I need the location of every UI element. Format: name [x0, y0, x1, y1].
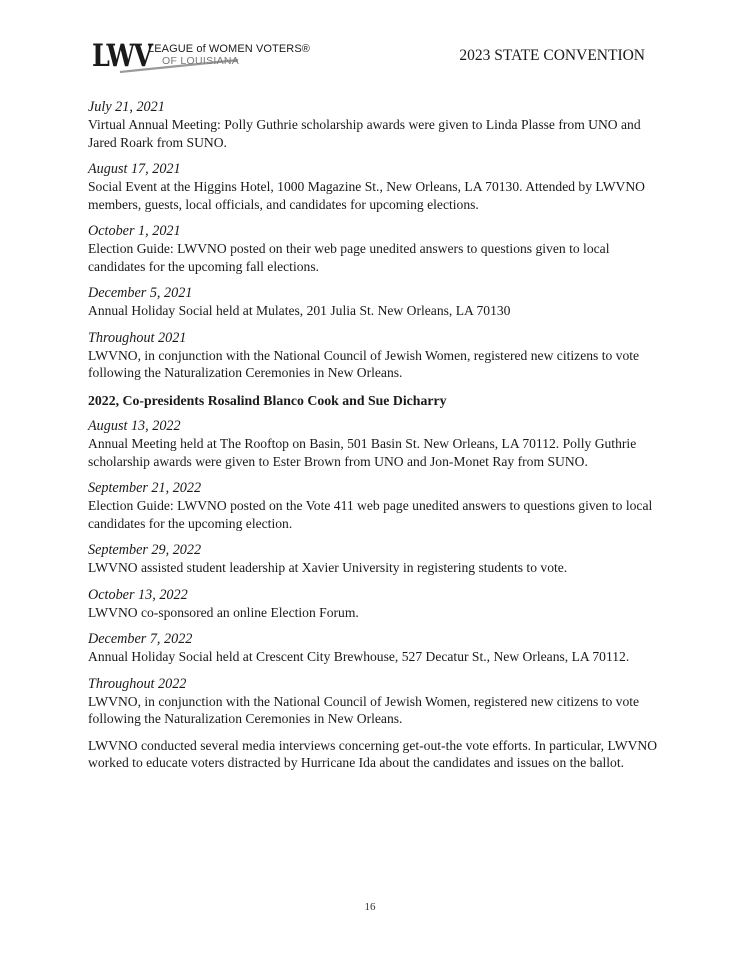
entry-2021-jul-21: [88, 98, 660, 151]
logo-line-1: LEAGUE of WOMEN VOTERS®: [148, 43, 310, 55]
document-body: [88, 98, 660, 772]
entry-date: December 5, 2021: [88, 285, 193, 301]
entry-text: Election Guide: LWVNO posted on the Vote 411 web page unedited answers to questions given to local candidates for the upcoming election.: [88, 498, 653, 531]
entry-date: October 13, 2022: [88, 586, 188, 603]
entry-text: Annual Meeting held at The Rooftop on Basin, 501 Basin St. New Orleans, LA 70112. Polly Guthrie scholarship awards were given to Ester Brown from UNO and Jon-Monet Ray from SUNO.: [88, 436, 637, 469]
entry-text: Annual Holiday Social held at Mulates, 201 Julia St. New Orleans, LA 70130: [88, 303, 511, 318]
lwv-louisiana-logo: [90, 38, 330, 78]
entry-date: July 21, 2021: [88, 99, 165, 115]
entry-text: LWVNO, in conjunction with the National Council of Jewish Women, registered new citizens to vote following the Naturalization Ceremonies in New Orleans.: [88, 347, 640, 380]
logo-line-2: OF LOUISIANA: [162, 55, 240, 67]
entry-text: LWVNO, in conjunction with the National Council of Jewish Women, registered new citizens to vote following the Naturalization Ceremonies in New Orleans.: [88, 693, 640, 726]
entry-date: September 21, 2022: [88, 480, 202, 496]
entry-text: Election Guide: LWVNO posted on their web page unedited answers to questions given to local candidates for the upcoming fall elections.: [88, 241, 610, 274]
page-number: 16: [364, 901, 376, 913]
entry-2022-sep-21: [88, 479, 660, 532]
entry-2021-aug-17: [88, 160, 660, 213]
entry-date: October 1, 2021: [88, 223, 181, 239]
convention-title: 2023 STATE CONVENTION: [459, 47, 645, 64]
entry-2022-oct-13: [88, 586, 660, 622]
entry-date: August 13, 2022: [88, 418, 181, 434]
entry-date: Throughout 2021: [88, 329, 187, 346]
entry-date: Throughout 2022: [88, 675, 187, 692]
entry-2021-oct-1: [88, 222, 660, 275]
entry-2022-sep-29: [88, 541, 660, 577]
entry-text: LWVNO co-sponsored an online Election Forum.: [88, 604, 359, 620]
entry-2022-aug-13: [88, 417, 660, 470]
entry-2021-dec-5: [88, 284, 660, 320]
entry-throughout-2021: [88, 329, 660, 382]
entry-date: September 29, 2022: [88, 542, 202, 558]
entry-date: August 17, 2021: [88, 161, 181, 177]
logo-mark: LWV: [92, 38, 152, 74]
page-header: [90, 38, 650, 78]
entry-text: LWVNO assisted student leadership at Xavier University in registering students to vote.: [88, 560, 568, 575]
closing-paragraph: LWVNO conducted several media interviews concerning get-out-the vote efforts. In particular, LWVNO worked to educate voters distracted by Hurricane Ida about the candidates and issues on the ballot.: [88, 737, 658, 770]
entry-throughout-2022: [88, 675, 660, 728]
entry-text: Virtual Annual Meeting: Polly Guthrie scholarship awards were given to Linda Plasse from UNO and Jared Roark from SUNO.: [88, 117, 641, 150]
entry-date: December 7, 2022: [88, 631, 193, 647]
entry-text: Social Event at the Higgins Hotel, 1000 Magazine St., New Orleans, LA 70130. Attended by LWVNO members, guests, local officials, and candidates for upcoming elections.: [88, 179, 645, 212]
entry-2022-dec-7: [88, 630, 660, 666]
entry-text: Annual Holiday Social held at Crescent City Brewhouse, 527 Decatur St., New Orleans, LA 70112.: [88, 649, 630, 664]
section-heading-2022: 2022, Co-presidents Rosalind Blanco Cook and Sue Dicharry: [88, 392, 447, 408]
